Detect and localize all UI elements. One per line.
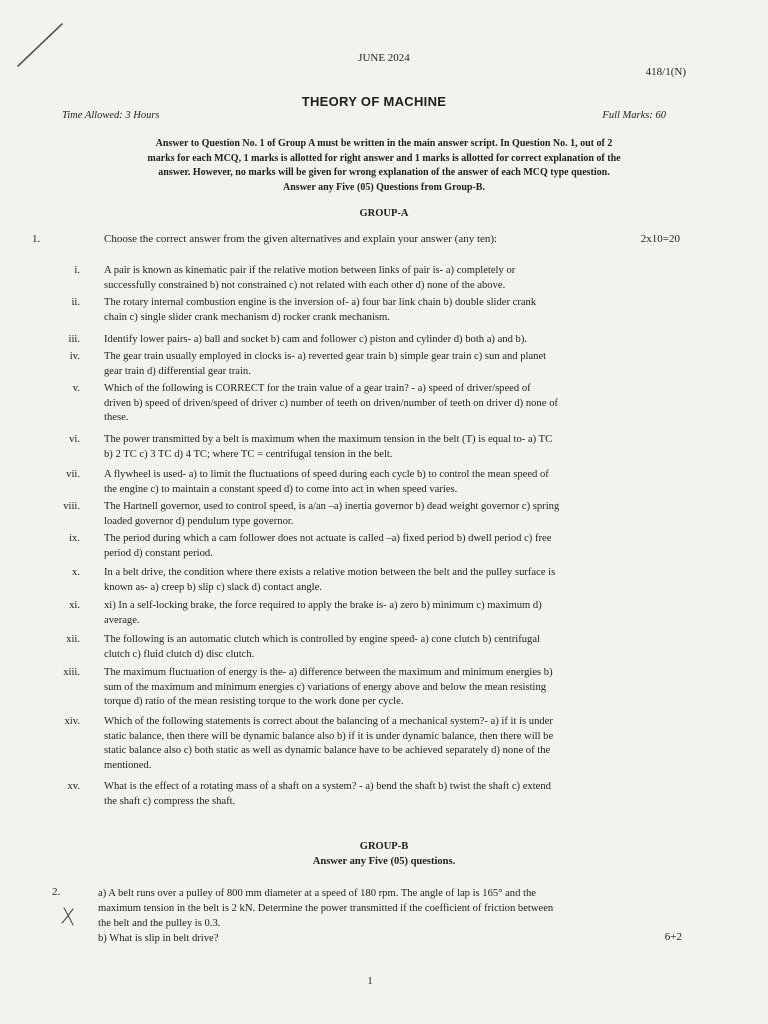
mcq-line: the shaft c) compress the shaft. — [104, 795, 236, 807]
mcq-text — [104, 468, 684, 497]
handwritten-x-mark — [58, 905, 80, 927]
mcq-text — [104, 666, 684, 710]
question-line: b) What is slip in belt drive? — [98, 933, 219, 944]
mcq-line: Which of the following is CORRECT for the train value of a gear train? - a) speed of driver/speed of — [104, 383, 531, 394]
mcq-line: mentioned. — [104, 759, 152, 771]
mcq-text — [104, 333, 684, 348]
mcq-number: xv. — [67, 781, 80, 792]
question-number: 2. — [52, 886, 61, 898]
mcq-text — [104, 599, 684, 628]
mcq-line: A pair is known as kinematic pair if the relative motion between links of pair is- a) completely or — [104, 265, 516, 276]
mcq-number: xiv. — [64, 716, 80, 727]
mcq-line: torque d) ratio of the mean resisting torque to the work done per cycle. — [104, 696, 404, 707]
mcq-number: xi. — [69, 600, 80, 611]
mcq-text — [104, 566, 684, 595]
mcq-line: period d) constant period. — [104, 547, 213, 559]
mcq-number: iv. — [69, 351, 80, 362]
instruction-line: marks for each MCQ, 1 marks is allotted for right answer and 1 marks is allotted for correct explanation of the — [147, 152, 621, 164]
question-line: maximum tension in the belt is 2 kN. Determine the power transmitted if the coefficient of friction between — [98, 903, 554, 914]
mcq-line: known as- a) creep b) slip c) slack d) contact angle. — [104, 581, 322, 593]
question-marks: 2x10=20 — [640, 233, 680, 245]
mcq-text — [104, 433, 684, 462]
mcq-line: chain c) single slider crank mechanism d) rocker crank mechanism. — [104, 311, 390, 323]
mcq-line: A flywheel is used- a) to limit the fluctuations of speed during each cycle b) to control the mean speed of — [104, 469, 549, 480]
mcq-text — [104, 715, 684, 773]
paper-code: 418/1(N) — [645, 66, 686, 78]
mcq-line: Which of the following statements is correct about the balancing of a mechanical system?- a) if it is under — [104, 716, 553, 727]
instruction-line: Answer any Five (05) Questions from Group-B. — [283, 181, 485, 193]
mcq-line: The Hartnell governor, used to control speed, is a/an –a) inertia governor b) dead weight governor c) spring — [104, 501, 560, 512]
mcq-line: average. — [104, 614, 140, 626]
mcq-text — [104, 350, 684, 379]
mcq-text — [104, 500, 684, 529]
mcq-line: Identify lower pairs- a) ball and socket b) cam and follower c) piston and cylinder d) both a) and b). — [104, 334, 528, 345]
mcq-line: static balance, then there will be dynamic balance also b) if it is under dynamic balance, then there will be — [104, 730, 554, 742]
mcq-number: xii. — [66, 634, 80, 645]
group-b-subheading: Answer any Five (05) questions. — [312, 855, 456, 867]
mcq-line: The period during which a cam follower does not actuate is called –a) fixed period b) dwell period c) free — [104, 533, 552, 544]
mcq-line: The maximum fluctuation of energy is the- a) difference between the maximum and minimum energies b) — [104, 667, 553, 678]
mcq-line: static balance also c) both static as well as dynamic balance have to be achieved separately d) none of the — [104, 745, 551, 756]
mcq-text — [104, 264, 684, 293]
question-text — [98, 886, 688, 946]
mcq-number: vi. — [69, 434, 80, 445]
mcq-line: successfully constrained b) not constrained c) not related with each other d) none of the above. — [104, 279, 506, 291]
mcq-line: The gear train usually employed in clocks is- a) reverted gear train b) simple gear train c) sun and planet — [104, 351, 547, 362]
question-text: Choose the correct answer from the given alternatives and explain your answer (any ten): — [104, 233, 498, 245]
mcq-line: The rotary internal combustion engine is the inversion of- a) four bar link chain b) double slider crank — [104, 297, 537, 308]
mcq-text — [104, 780, 684, 809]
mcq-line: What is the effect of a rotating mass of a shaft on a system? - a) bend the shaft b) twist the shaft c) extend — [104, 781, 551, 792]
mcq-line: loaded governor d) pendulum type governor. — [104, 515, 294, 527]
group-a-heading: GROUP-A — [359, 208, 409, 219]
full-marks: Full Marks: 60 — [602, 110, 666, 121]
group-b-heading: GROUP-B — [359, 841, 409, 852]
mcq-text — [104, 633, 684, 662]
exam-title: THEORY OF MACHINE — [301, 94, 447, 109]
mcq-line: sum of the maximum and minimum energies c) variations of energy above and below the mean resisting — [104, 681, 547, 693]
mcq-number: v. — [72, 383, 80, 394]
question-line: the belt and the pulley is 0.3. — [98, 918, 221, 929]
group-b-heading-block — [0, 840, 768, 869]
mcq-text — [104, 532, 684, 561]
question-line: a) A belt runs over a pulley of 800 mm diameter at a speed of 180 rpm. The angle of lap is 165° and the — [98, 888, 536, 899]
mcq-line: The following is an automatic clutch which is controlled by engine speed- a) cone clutch b) centrifugal — [104, 634, 540, 645]
mcq-number: xiii. — [63, 667, 80, 678]
mcq-text — [104, 296, 684, 325]
instruction-line: Answer to Question No. 1 of Group A must be written in the main answer script. In Question No. 1, out of 2 — [155, 138, 613, 149]
mcq-line: xi) In a self-locking brake, the force required to apply the brake is- a) zero b) minimum c) maximum d) — [104, 600, 542, 611]
mcq-line: the engine c) to maintain a constant speed d) to come into act in when speed varies. — [104, 483, 458, 495]
question-number: 1. — [32, 233, 41, 245]
mcq-line: The power transmitted by a belt is maximum when the maximum tension in the belt (T) is equal to- a) TC — [104, 434, 553, 445]
mcq-number: ix. — [69, 533, 80, 544]
mcq-number: viii. — [63, 501, 80, 512]
time-allowed: Time Allowed: 3 Hours — [62, 110, 160, 121]
mcq-number: x. — [72, 567, 80, 578]
mcq-number: vii. — [66, 469, 80, 480]
instruction-line: answer. However, no marks will be given for wrong explanation of the answer of each MCQ type question. — [158, 167, 610, 178]
mcq-line: b) 2 TC c) 3 TC d) 4 TC; where TC = centrifugal tension in the belt. — [104, 448, 393, 460]
mcq-line: these. — [104, 412, 129, 423]
exam-date: JUNE 2024 — [358, 52, 410, 64]
mcq-number: iii. — [68, 334, 80, 345]
instructions — [78, 137, 690, 195]
mcq-number: ii. — [71, 297, 80, 308]
page-number: 1 — [367, 976, 373, 987]
mcq-line: driven b) speed of driven/speed of driver c) number of teeth on driven/number of teeth on driver d) none of — [104, 397, 558, 409]
mcq-line: In a belt drive, the condition where there exists a relative motion between the belt and the pulley surface is — [104, 567, 556, 578]
mcq-text — [104, 382, 684, 426]
mcq-number: i. — [74, 265, 80, 276]
question-marks: 6+2 — [664, 931, 682, 943]
mcq-line: gear train d) differential gear train. — [104, 365, 251, 377]
mcq-line: clutch c) fluid clutch d) disc clutch. — [104, 648, 255, 660]
